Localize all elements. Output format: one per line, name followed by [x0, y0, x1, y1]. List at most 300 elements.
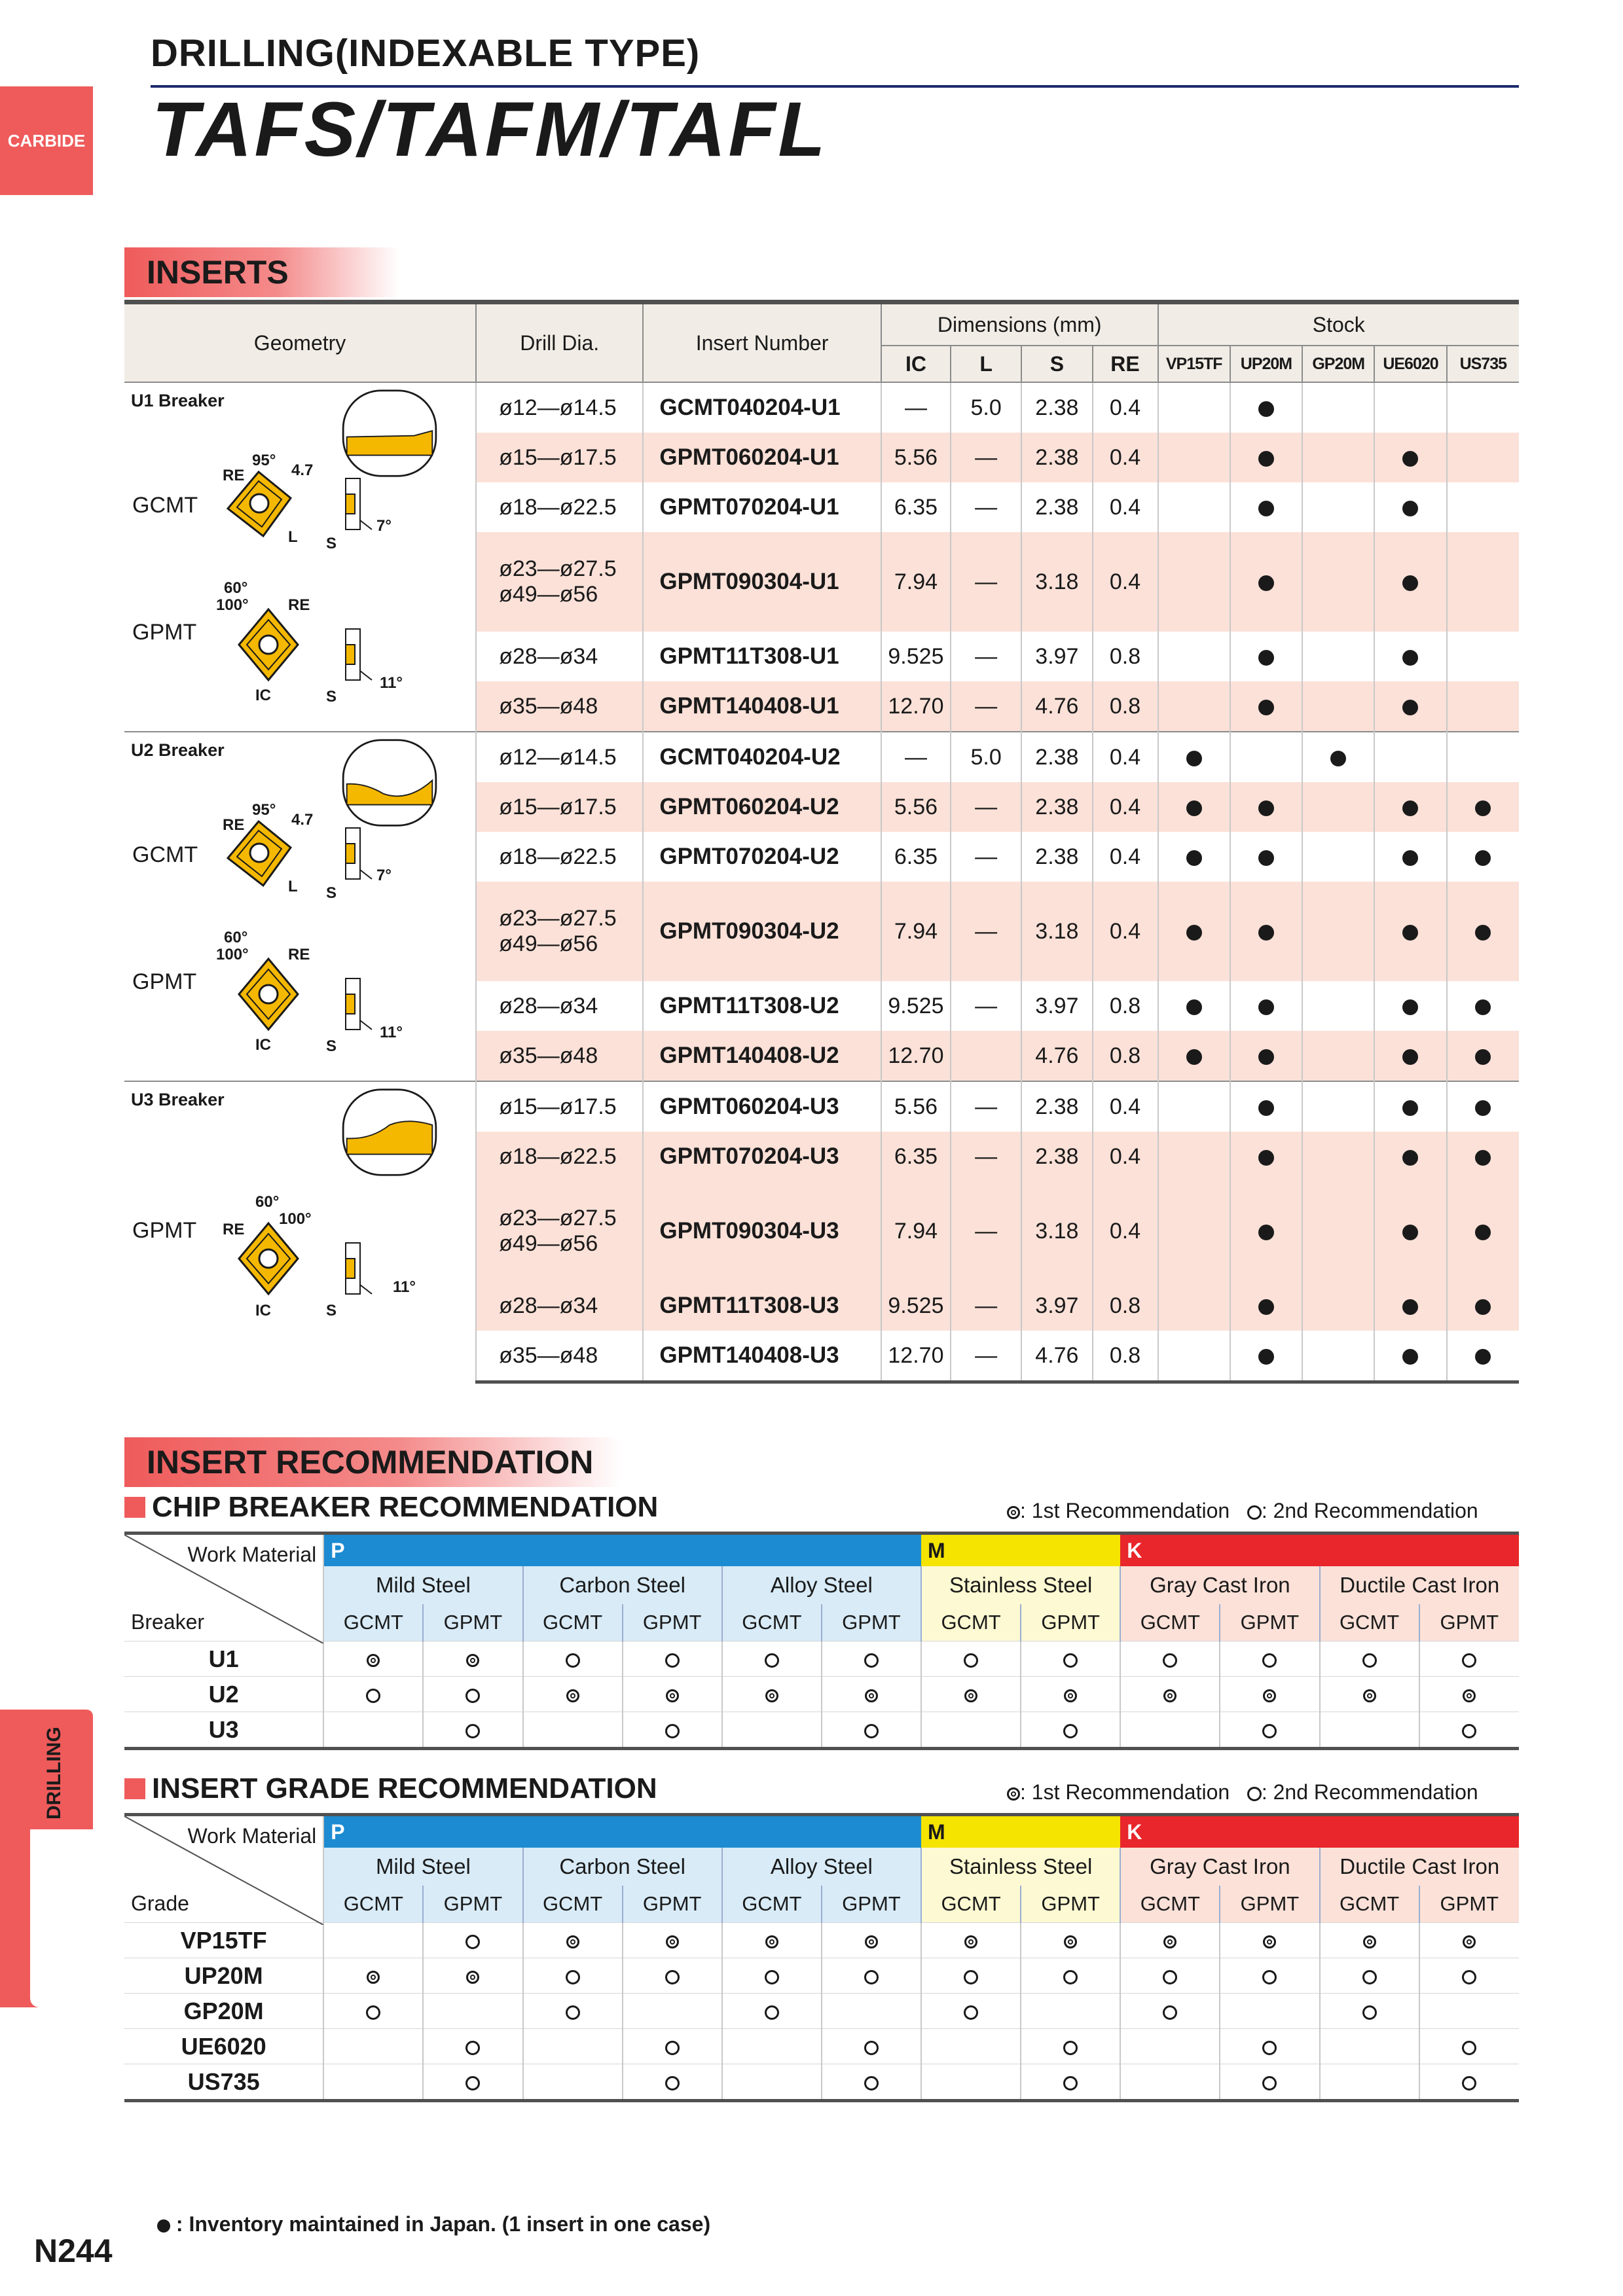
- stock-dot-icon: [1186, 800, 1202, 816]
- first-recommendation-icon: [964, 1689, 977, 1702]
- recommendation-cell: [722, 1641, 822, 1677]
- section-title-inserts: INSERTS: [124, 247, 399, 297]
- dim-s: 3.97: [1021, 981, 1092, 1031]
- shape-header: GPMT: [1220, 1604, 1319, 1641]
- recommendation-cell: [1120, 1712, 1220, 1749]
- recommendation-cell: [1220, 1994, 1319, 2029]
- stock-cell: [1374, 832, 1446, 882]
- dim-s: 2.38: [1021, 382, 1092, 433]
- first-recommendation-icon: [865, 1935, 878, 1948]
- recommendation-cell: [1120, 1677, 1220, 1712]
- dim-re: 0.8: [1093, 981, 1158, 1031]
- row-label: US735: [124, 2064, 323, 2101]
- dim-s: 2.38: [1021, 1132, 1092, 1181]
- second-recommendation-icon: [665, 2076, 680, 2090]
- insert-number: GPMT140408-U2: [643, 1031, 881, 1081]
- first-recommendation-icon: [765, 1935, 778, 1948]
- group-k: K: [1120, 1534, 1519, 1567]
- dim-ic: 12.70: [881, 1031, 951, 1081]
- stock-dot-icon: [1475, 1150, 1491, 1166]
- stock-dot-icon: [1402, 1049, 1418, 1065]
- recommendation-cell: [1320, 2064, 1419, 2101]
- dim-l: —: [951, 1331, 1021, 1382]
- recommendation-cell: [523, 1994, 623, 2029]
- stock-dot-icon: [1475, 850, 1491, 866]
- second-recommendation-icon: [1063, 2076, 1078, 2090]
- stock-cell: [1158, 1181, 1230, 1281]
- first-recommendation-icon: [1007, 1787, 1020, 1801]
- stock-cell: [1158, 532, 1230, 632]
- col-re: RE: [1093, 346, 1158, 382]
- recommendation-cell: [323, 1712, 423, 1749]
- first-recommendation-icon: [666, 1689, 679, 1702]
- group-p: P: [323, 1815, 921, 1848]
- insert-side-view-icon: [340, 475, 373, 533]
- second-recommendation-icon: [765, 2005, 779, 2020]
- recommendation-cell: [623, 1923, 722, 1958]
- stock-cell: [1374, 1331, 1446, 1382]
- stock-dot-icon: [1258, 401, 1274, 417]
- second-recommendation-icon: [366, 2005, 380, 2020]
- stock-cell: [1374, 1081, 1446, 1132]
- recommendation-cell: [1021, 1677, 1120, 1712]
- second-recommendation-icon: [465, 2041, 480, 2055]
- stock-cell: [1302, 1081, 1374, 1132]
- row-label: VP15TF: [124, 1923, 323, 1958]
- dim-ic: 9.525: [881, 981, 951, 1031]
- second-recommendation-icon: [1262, 1724, 1277, 1738]
- stock-dot-icon: [1402, 925, 1418, 941]
- dim-ic: 5.56: [881, 433, 951, 482]
- second-recommendation-icon: [1163, 1653, 1177, 1668]
- stock-cell: [1447, 632, 1519, 681]
- row-label: GP20M: [124, 1994, 323, 2029]
- second-recommendation-icon: [566, 2005, 580, 2020]
- dimension-mark: 4.7: [291, 461, 314, 479]
- dim-l: 5.0: [951, 732, 1021, 782]
- stock-cell: [1302, 882, 1374, 981]
- stock-dot-icon: [1475, 999, 1491, 1015]
- recommendation-cell: [523, 1712, 623, 1749]
- drill-dia-cell: ø18—ø22.5: [476, 832, 643, 882]
- dim-ic: 6.35: [881, 482, 951, 532]
- dim-s: 4.76: [1021, 681, 1092, 732]
- stock-dot-icon: [1186, 751, 1202, 766]
- dim-s: 3.97: [1021, 1281, 1092, 1331]
- stock-cell: [1447, 1281, 1519, 1331]
- dim-l: —: [951, 981, 1021, 1031]
- dim-l: —: [951, 1181, 1021, 1281]
- recommendation-cell: [323, 2029, 423, 2064]
- angle-mark: 100°: [216, 946, 249, 963]
- recommendation-cell: [1021, 2029, 1120, 2064]
- stock-cell: [1302, 832, 1374, 882]
- recommendation-cell: [822, 1712, 921, 1749]
- legend-first-label: : 1st Recommendation: [1020, 1499, 1230, 1522]
- drill-dia-cell: ø35—ø48: [476, 1031, 643, 1081]
- dimension-mark: S: [326, 1302, 337, 1319]
- recommendation-cell: [1320, 1677, 1419, 1712]
- stock-dot-icon: [157, 2219, 170, 2233]
- recommendation-cell: [1419, 1923, 1519, 1958]
- dim-re: 0.8: [1093, 1281, 1158, 1331]
- dim-re: 0.4: [1093, 882, 1158, 981]
- stock-dot-icon: [1402, 1225, 1418, 1240]
- second-recommendation-icon: [566, 1653, 580, 1668]
- second-recommendation-icon: [1462, 1724, 1476, 1738]
- insert-number: GPMT060204-U3: [643, 1081, 881, 1132]
- stock-cell: [1302, 1281, 1374, 1331]
- first-recommendation-icon: [1263, 1935, 1276, 1948]
- dim-re: 0.4: [1093, 782, 1158, 832]
- dim-ic: —: [881, 382, 951, 433]
- second-recommendation-icon: [1063, 2041, 1078, 2055]
- recommendation-cell: [921, 1641, 1021, 1677]
- row-header-label: Grade: [131, 1892, 189, 1915]
- recommendation-cell: [722, 2029, 822, 2064]
- second-recommendation-icon: [1262, 1970, 1277, 1984]
- drill-dia-cell: ø15—ø17.5: [476, 433, 643, 482]
- stock-cell: [1302, 981, 1374, 1031]
- dimension-mark: S: [326, 688, 337, 706]
- second-recommendation-icon: [1462, 1970, 1476, 1984]
- recommendation-cell: [623, 2064, 722, 2101]
- first-recommendation-icon: [1463, 1935, 1476, 1948]
- dim-re: 0.8: [1093, 681, 1158, 732]
- dimension-mark: RE: [223, 467, 245, 484]
- stock-cell: [1158, 782, 1230, 832]
- material-header: Gray Cast Iron: [1120, 1566, 1319, 1604]
- chip-breaker-table: [124, 1532, 1519, 1750]
- stock-cell: [1230, 732, 1302, 782]
- side-tab-carbide: CARBIDE: [0, 86, 93, 195]
- recommendation-cell: [1120, 2029, 1220, 2064]
- stock-cell: [1447, 482, 1519, 532]
- first-recommendation-icon: [367, 1971, 380, 1984]
- drill-dia-cell: ø28—ø34: [476, 981, 643, 1031]
- drill-dia-cell: ø15—ø17.5: [476, 1081, 643, 1132]
- stock-dot-icon: [1258, 501, 1274, 516]
- dim-ic: 5.56: [881, 782, 951, 832]
- recommendation-cell: [1120, 1923, 1220, 1958]
- row-label: U3: [124, 1712, 323, 1749]
- recommendation-cell: [423, 1958, 522, 1994]
- col-grade-us735: US735: [1447, 346, 1519, 382]
- dim-s: 2.38: [1021, 732, 1092, 782]
- stock-cell: [1302, 1031, 1374, 1081]
- recommendation-cell: [822, 1923, 921, 1958]
- second-recommendation-icon: [1247, 1505, 1262, 1520]
- stock-cell: [1158, 382, 1230, 433]
- drill-dia-cell: ø23—ø27.5 ø49—ø56: [476, 1181, 643, 1281]
- second-recommendation-icon: [1262, 2041, 1277, 2055]
- recommendation-cell: [1220, 2064, 1319, 2101]
- stock-cell: [1302, 1132, 1374, 1181]
- legend-chip: [1007, 1499, 1478, 1523]
- stock-dot-icon: [1258, 451, 1274, 467]
- stock-cell: [1158, 433, 1230, 482]
- angle-mark: 11°: [380, 674, 403, 692]
- dimension-mark: L: [288, 528, 298, 546]
- dim-s: 3.18: [1021, 882, 1092, 981]
- recommendation-cell: [1419, 1958, 1519, 1994]
- recommendation-cell: [1021, 1923, 1120, 1958]
- drill-dia-cell: ø35—ø48: [476, 681, 643, 732]
- dimension-mark: IC: [255, 687, 271, 704]
- shape-header: GPMT: [1419, 1604, 1519, 1641]
- recommendation-cell: [1320, 1994, 1419, 2029]
- drill-dia-cell: ø12—ø14.5: [476, 382, 643, 433]
- dim-ic: —: [881, 732, 951, 782]
- recommendation-cell: [423, 2029, 522, 2064]
- recommendation-cell: [323, 1677, 423, 1712]
- material-header: Mild Steel: [323, 1848, 522, 1886]
- insert-number: GCMT040204-U2: [643, 732, 881, 782]
- stock-dot-icon: [1258, 1100, 1274, 1116]
- dim-re: 0.4: [1093, 1181, 1158, 1281]
- stock-cell: [1230, 1181, 1302, 1281]
- recommendation-cell: [623, 1641, 722, 1677]
- first-recommendation-icon: [765, 1689, 778, 1702]
- recommendation-cell: [1320, 1923, 1419, 1958]
- stock-dot-icon: [1258, 575, 1274, 591]
- recommendation-cell: [523, 2064, 623, 2101]
- dimension-mark: RE: [288, 596, 310, 614]
- stock-cell: [1302, 482, 1374, 532]
- insert-shape-icon: [232, 955, 304, 1033]
- recommendation-cell: [1419, 1712, 1519, 1749]
- shape-header: GPMT: [1021, 1886, 1120, 1923]
- dimension-mark: RE: [223, 816, 245, 834]
- dim-s: 4.76: [1021, 1031, 1092, 1081]
- first-recommendation-icon: [1363, 1689, 1376, 1702]
- stock-cell: [1374, 382, 1446, 433]
- stock-dot-icon: [1258, 800, 1274, 816]
- stock-cell: [1374, 532, 1446, 632]
- insert-number: GPMT060204-U1: [643, 433, 881, 482]
- col-ic: IC: [881, 346, 951, 382]
- stock-dot-icon: [1475, 800, 1491, 816]
- drill-dia-cell: ø12—ø14.5: [476, 732, 643, 782]
- stock-cell: [1158, 1281, 1230, 1331]
- recommendation-cell: [1320, 1712, 1419, 1749]
- first-recommendation-icon: [466, 1654, 479, 1667]
- stock-cell: [1230, 1331, 1302, 1382]
- recommendation-cell: [523, 1958, 623, 1994]
- col-s: S: [1021, 346, 1092, 382]
- stock-cell: [1158, 1331, 1230, 1382]
- stock-cell: [1447, 732, 1519, 782]
- recommendation-cell: [523, 1677, 623, 1712]
- first-recommendation-icon: [566, 1689, 579, 1702]
- second-recommendation-icon: [465, 2076, 480, 2090]
- breaker-label: U1 Breaker: [131, 391, 225, 410]
- dim-l: —: [951, 482, 1021, 532]
- dim-re: 0.4: [1093, 532, 1158, 632]
- dimension-mark: S: [326, 1037, 337, 1055]
- drill-dia-cell: ø18—ø22.5: [476, 482, 643, 532]
- dim-ic: 6.35: [881, 1132, 951, 1181]
- first-recommendation-icon: [1463, 1689, 1476, 1702]
- stock-cell: [1158, 882, 1230, 981]
- dim-l: —: [951, 1081, 1021, 1132]
- breaker-profile-icon: [340, 1087, 439, 1177]
- col-grade-ue6020: UE6020: [1374, 346, 1446, 382]
- recommendation-cell: [523, 1923, 623, 1958]
- recommendation-row: [124, 2029, 1519, 2064]
- shape-header: GCMT: [523, 1604, 623, 1641]
- recommendation-cell: [1220, 1712, 1319, 1749]
- stock-dot-icon: [1402, 1150, 1418, 1166]
- second-recommendation-icon: [465, 1724, 480, 1738]
- stock-dot-icon: [1402, 850, 1418, 866]
- dim-ic: 12.70: [881, 1331, 951, 1382]
- insert-number: GPMT11T308-U3: [643, 1281, 881, 1331]
- shape-header: GPMT: [423, 1886, 522, 1923]
- angle-mark: 60°: [255, 1193, 280, 1211]
- col-stock: Stock: [1158, 302, 1519, 346]
- stock-dot-icon: [1258, 1349, 1274, 1365]
- stock-cell: [1158, 1031, 1230, 1081]
- stock-cell: [1447, 981, 1519, 1031]
- dim-re: 0.8: [1093, 1031, 1158, 1081]
- angle-mark: 60°: [224, 929, 248, 946]
- recommendation-cell: [1320, 1958, 1419, 1994]
- recommendation-cell: [921, 1958, 1021, 1994]
- material-header: Gray Cast Iron: [1120, 1848, 1319, 1886]
- second-recommendation-icon: [864, 1724, 879, 1738]
- insert-row: [124, 382, 1519, 433]
- material-header: Mild Steel: [323, 1566, 522, 1604]
- recommendation-cell: [1320, 1641, 1419, 1677]
- stock-cell: [1447, 882, 1519, 981]
- stock-dot-icon: [1402, 650, 1418, 666]
- recommendation-cell: [623, 1712, 722, 1749]
- stock-cell: [1302, 433, 1374, 482]
- geometry-name: GPMT: [132, 969, 197, 994]
- material-header: Carbon Steel: [523, 1848, 722, 1886]
- recommendation-row: [124, 1712, 1519, 1749]
- shape-header: GPMT: [822, 1886, 921, 1923]
- recommendation-cell: [1021, 1641, 1120, 1677]
- recommendation-cell: [822, 2064, 921, 2101]
- recommendation-cell: [423, 2064, 522, 2101]
- drill-dia-cell: ø23—ø27.5 ø49—ø56: [476, 532, 643, 632]
- second-recommendation-icon: [1362, 1653, 1377, 1668]
- legend-grade: [1007, 1780, 1478, 1804]
- recommendation-cell: [1419, 2029, 1519, 2064]
- angle-mark: 100°: [216, 596, 249, 614]
- stock-cell: [1374, 1031, 1446, 1081]
- second-recommendation-icon: [1362, 2005, 1377, 2020]
- insert-number: GCMT040204-U1: [643, 382, 881, 433]
- page-title: TAFS/TAFM/TAFL: [152, 86, 828, 173]
- stock-dot-icon: [1475, 1349, 1491, 1365]
- recommendation-cell: [1419, 2064, 1519, 2101]
- material-header: Ductile Cast Iron: [1320, 1566, 1519, 1604]
- first-recommendation-icon: [1163, 1935, 1176, 1948]
- second-recommendation-icon: [1063, 1970, 1078, 1984]
- recommendation-row: [124, 2064, 1519, 2101]
- insert-number: GPMT090304-U1: [643, 532, 881, 632]
- insert-side-view-icon: [340, 1239, 373, 1298]
- stock-cell: [1374, 1132, 1446, 1181]
- stock-cell: [1302, 1331, 1374, 1382]
- stock-dot-icon: [1258, 925, 1274, 941]
- dim-s: 4.76: [1021, 1331, 1092, 1382]
- angle-mark: 60°: [224, 579, 248, 597]
- recommendation-cell: [722, 1958, 822, 1994]
- dim-re: 0.4: [1093, 732, 1158, 782]
- shape-header: GCMT: [722, 1604, 822, 1641]
- stock-cell: [1230, 1132, 1302, 1181]
- stock-cell: [1374, 732, 1446, 782]
- second-recommendation-icon: [964, 1653, 978, 1668]
- first-recommendation-icon: [865, 1689, 878, 1702]
- recommendation-cell: [623, 1677, 722, 1712]
- stock-dot-icon: [1402, 501, 1418, 516]
- stock-cell: [1230, 532, 1302, 632]
- recommendation-cell: [722, 1712, 822, 1749]
- angle-mark: 100°: [279, 1210, 312, 1228]
- row-header-label: Breaker: [131, 1610, 205, 1634]
- drill-dia-cell: ø28—ø34: [476, 1281, 643, 1331]
- insert-number: GPMT070204-U3: [643, 1132, 881, 1181]
- stock-cell: [1302, 681, 1374, 732]
- dim-l: —: [951, 433, 1021, 482]
- stock-dot-icon: [1258, 700, 1274, 715]
- stock-cell: [1230, 1081, 1302, 1132]
- stock-cell: [1230, 632, 1302, 681]
- recommendation-cell: [323, 1994, 423, 2029]
- second-recommendation-icon: [864, 1970, 879, 1984]
- group-k: K: [1120, 1815, 1519, 1848]
- second-recommendation-icon: [665, 1653, 680, 1668]
- angle-mark: 95°: [252, 801, 276, 819]
- second-recommendation-icon: [964, 2005, 978, 2020]
- dim-ic: 9.525: [881, 632, 951, 681]
- dim-s: 2.38: [1021, 782, 1092, 832]
- stock-dot-icon: [1186, 999, 1202, 1015]
- shape-header: GCMT: [1120, 1886, 1220, 1923]
- stock-dot-icon: [1402, 800, 1418, 816]
- second-recommendation-icon: [1262, 1653, 1277, 1668]
- drill-dia-cell: ø18—ø22.5: [476, 1132, 643, 1181]
- heading-marker: [124, 1778, 145, 1799]
- insert-side-view-icon: [340, 824, 373, 883]
- recommendation-row: [124, 1677, 1519, 1712]
- shape-header: GPMT: [1021, 1604, 1120, 1641]
- recommendation-cell: [1320, 2029, 1419, 2064]
- stock-cell: [1230, 482, 1302, 532]
- stock-cell: [1230, 433, 1302, 482]
- recommendation-cell: [722, 1994, 822, 2029]
- shape-header: GCMT: [1120, 1604, 1220, 1641]
- insert-number: GPMT140408-U1: [643, 681, 881, 732]
- stock-dot-icon: [1475, 1100, 1491, 1116]
- angle-mark: 11°: [380, 1024, 403, 1041]
- recommendation-cell: [822, 1958, 921, 1994]
- recommendation-cell: [1021, 1994, 1120, 2029]
- row-label: UE6020: [124, 2029, 323, 2064]
- shape-header: GPMT: [423, 1604, 522, 1641]
- material-header: Stainless Steel: [921, 1566, 1120, 1604]
- first-recommendation-icon: [1064, 1689, 1077, 1702]
- dim-l: —: [951, 681, 1021, 732]
- stock-dot-icon: [1258, 1299, 1274, 1315]
- stock-dot-icon: [1402, 1100, 1418, 1116]
- dim-l: —: [951, 532, 1021, 632]
